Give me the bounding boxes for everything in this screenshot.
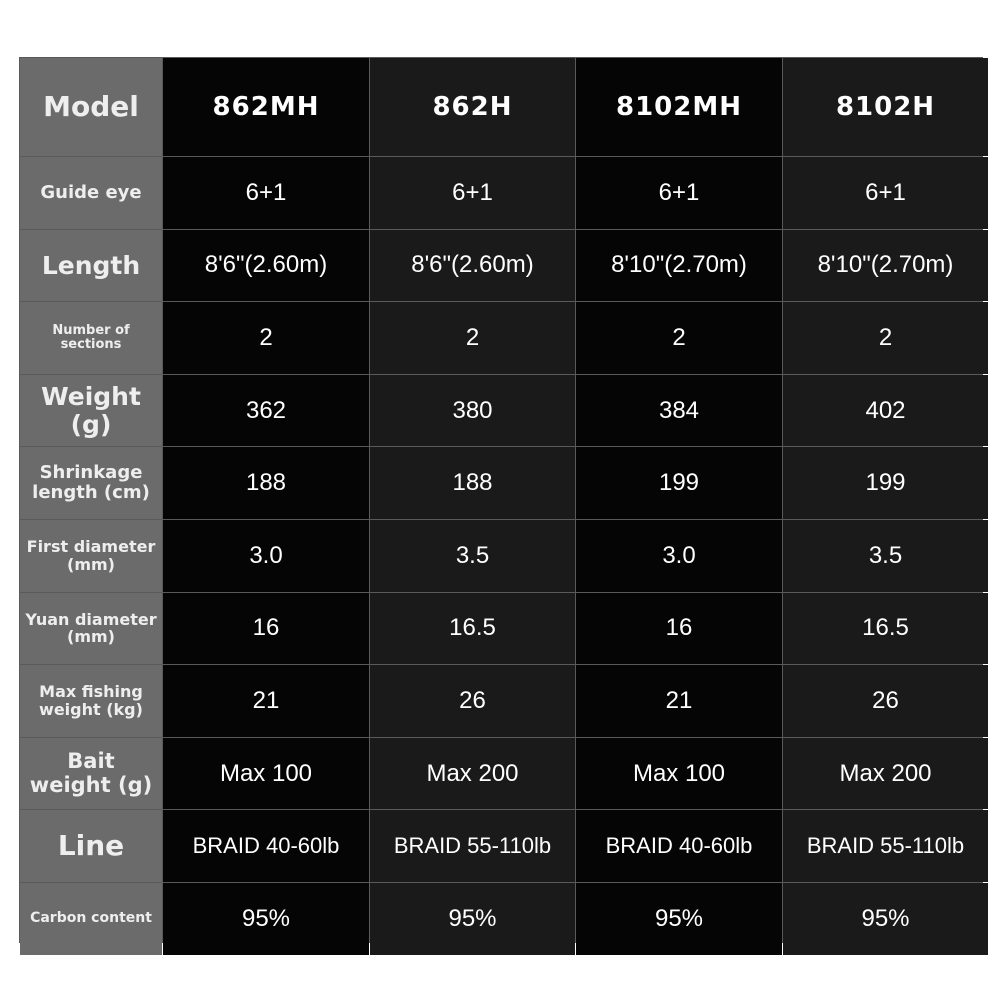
table-cell: 362 xyxy=(163,375,369,447)
table-cell: 21 xyxy=(163,665,369,737)
table-cell: 16.5 xyxy=(370,593,575,665)
model-name: 8102MH xyxy=(576,58,782,156)
table-cell: 16.5 xyxy=(783,593,988,665)
table-cell: 2 xyxy=(163,302,369,374)
table-cell: 188 xyxy=(370,447,575,519)
row-label: Yuan diameter (mm) xyxy=(20,593,162,665)
table-cell: BRAID 55-110lb xyxy=(783,810,988,882)
row-label: Line xyxy=(20,810,162,882)
table-cell: 2 xyxy=(576,302,782,374)
table-cell: 199 xyxy=(783,447,988,519)
table-cell: Max 100 xyxy=(576,738,782,810)
table-cell: 26 xyxy=(370,665,575,737)
table-cell: 3.0 xyxy=(576,520,782,592)
table-cell: Max 100 xyxy=(163,738,369,810)
row-label: First diameter (mm) xyxy=(20,520,162,592)
row-label: Guide eye xyxy=(20,157,162,229)
table-cell: 21 xyxy=(576,665,782,737)
header-label: Model xyxy=(20,58,162,156)
table-cell: 8'10"(2.70m) xyxy=(576,230,782,302)
table-cell: 8'6"(2.60m) xyxy=(370,230,575,302)
table-cell: 380 xyxy=(370,375,575,447)
table-cell: 3.5 xyxy=(370,520,575,592)
table-cell: BRAID 55-110lb xyxy=(370,810,575,882)
table-cell: 16 xyxy=(163,593,369,665)
model-name: 862H xyxy=(370,58,575,156)
table-cell: 3.0 xyxy=(163,520,369,592)
row-label: Shrinkage length (cm) xyxy=(20,447,162,519)
table-cell: 8'10"(2.70m) xyxy=(783,230,988,302)
row-label: Length xyxy=(20,230,162,302)
table-cell: 6+1 xyxy=(783,157,988,229)
table-cell: Max 200 xyxy=(370,738,575,810)
table-cell: 95% xyxy=(163,883,369,955)
table-cell: 8'6"(2.60m) xyxy=(163,230,369,302)
table-cell: Max 200 xyxy=(783,738,988,810)
row-label: Weight (g) xyxy=(20,375,162,447)
table-cell: 384 xyxy=(576,375,782,447)
table-cell: 16 xyxy=(576,593,782,665)
table-cell: 2 xyxy=(783,302,988,374)
table-cell: 3.5 xyxy=(783,520,988,592)
table-cell: 402 xyxy=(783,375,988,447)
table-cell: 2 xyxy=(370,302,575,374)
table-cell: BRAID 40-60lb xyxy=(576,810,782,882)
table-cell: 95% xyxy=(370,883,575,955)
table-cell: 199 xyxy=(576,447,782,519)
table-cell: 6+1 xyxy=(576,157,782,229)
table-cell: 6+1 xyxy=(370,157,575,229)
spec-table xyxy=(19,57,983,943)
table-cell: 188 xyxy=(163,447,369,519)
row-label: Carbon content xyxy=(20,883,162,955)
row-label: Bait weight (g) xyxy=(20,738,162,810)
model-name: 862MH xyxy=(163,58,369,156)
model-name: 8102H xyxy=(783,58,988,156)
table-cell: BRAID 40-60lb xyxy=(163,810,369,882)
table-cell: 6+1 xyxy=(163,157,369,229)
row-label: Number of sections xyxy=(20,302,162,374)
table-cell: 95% xyxy=(783,883,988,955)
table-cell: 26 xyxy=(783,665,988,737)
row-label: Max fishing weight (kg) xyxy=(20,665,162,737)
table-cell: 95% xyxy=(576,883,782,955)
